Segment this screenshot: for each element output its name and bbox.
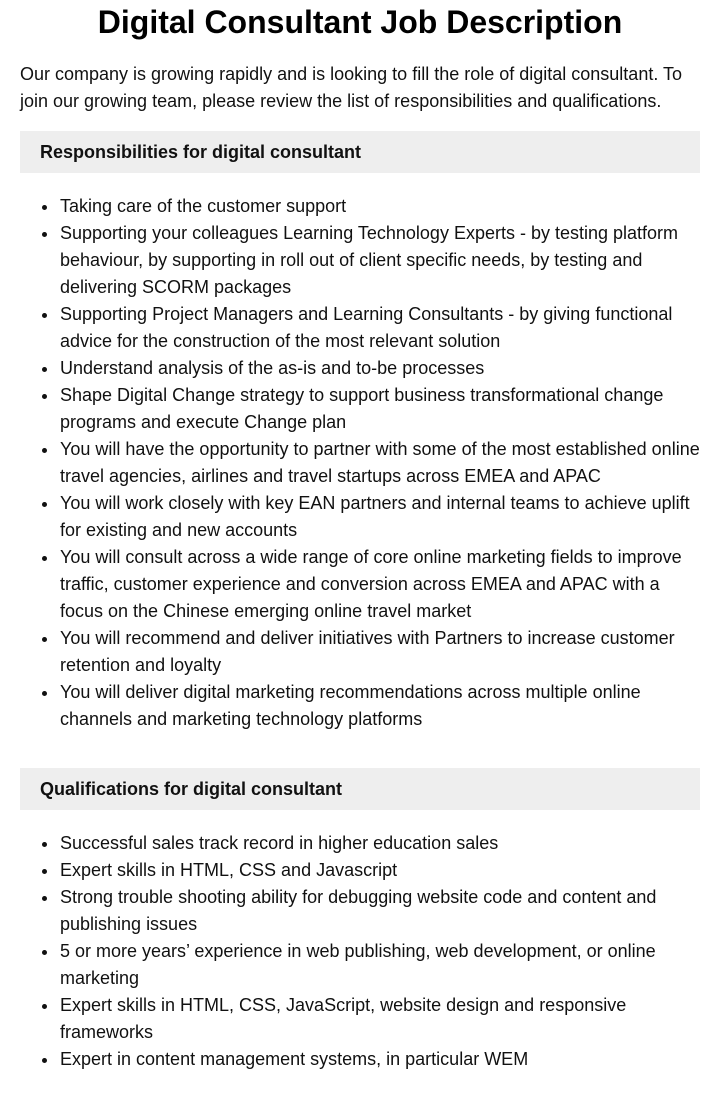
page-title: Digital Consultant Job Description [97, 4, 623, 40]
list-item: Supporting your colleagues Learning Technology Experts - by testing platform behaviour, by supporting in roll out of client specific needs, by testing and delivering SCORM packages [60, 220, 700, 301]
list-item: Successful sales track record in higher education sales [60, 830, 700, 857]
qualifications-heading: Qualifications for digital consultant [20, 768, 700, 810]
section-spacer [20, 733, 700, 752]
qualifications-list [20, 830, 700, 1073]
responsibilities-list [20, 193, 700, 733]
intro-paragraph: Our company is growing rapidly and is looking to fill the role of digital consultant. To join our growing team, please review the list of responsibilities and qualifications. [20, 64, 683, 111]
list-item: You will deliver digital marketing recommendations across multiple online channels and marketing technology platforms [60, 679, 700, 733]
list-item: You will work closely with key EAN partners and internal teams to achieve uplift for existing and new accounts [60, 490, 700, 544]
list-item: Supporting Project Managers and Learning Consultants - by giving functional advice for the construction of the most relevant solution [60, 301, 700, 355]
list-item: Understand analysis of the as-is and to-be processes [60, 355, 700, 382]
list-item: Expert in content management systems, in particular WEM [60, 1046, 700, 1073]
list-item: Expert skills in HTML, CSS and Javascript [60, 857, 700, 884]
list-item: Taking care of the customer support [60, 193, 700, 220]
list-item: You will consult across a wide range of core online marketing fields to improve traffic, customer experience and conversion across EMEA and APAC with a focus on the Chinese emerging online travel market [60, 544, 700, 625]
list-item: Shape Digital Change strategy to support business transformational change programs and execute Change plan [60, 382, 700, 436]
responsibilities-heading: Responsibilities for digital consultant [20, 131, 700, 173]
list-item: You will have the opportunity to partner with some of the most established online travel agencies, airlines and travel startups across EMEA and APAC [60, 436, 700, 490]
list-item: Expert skills in HTML, CSS, JavaScript, website design and responsive frameworks [60, 992, 700, 1046]
list-item: Strong trouble shooting ability for debugging website code and content and publishing issues [60, 884, 700, 938]
list-item: You will recommend and deliver initiatives with Partners to increase customer retention and loyalty [60, 625, 700, 679]
list-item: 5 or more years’ experience in web publishing, web development, or online marketing [60, 938, 700, 992]
